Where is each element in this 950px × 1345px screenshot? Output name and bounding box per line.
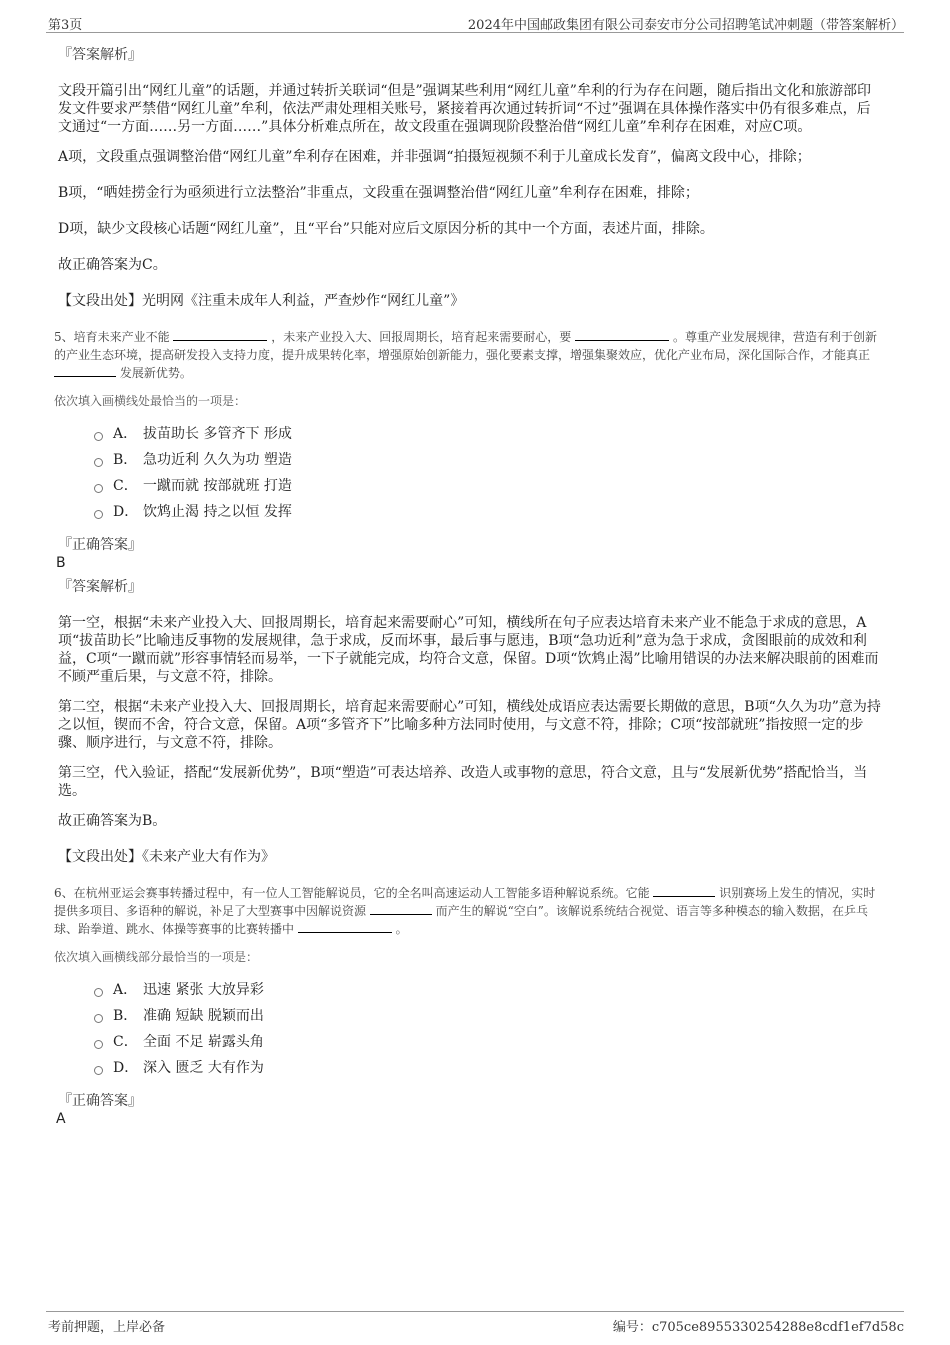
q5-analysis-paragraph: 第三空，代入验证，搭配“发展新优势”，B项“塑造”可表达培养、改造人或事物的意思，符合文意，且与“发展新优势”搭配恰当，当选。 bbox=[58, 765, 868, 799]
q4-conclusion: 故正确答案为C。 bbox=[58, 257, 167, 273]
q6-option-c[interactable]: C． 全面 不足 崭露头角 bbox=[94, 1032, 884, 1058]
q6-blank-3 bbox=[298, 920, 392, 933]
q5-prompt: 依次填入画横线处最恰当的一项是： bbox=[54, 394, 247, 408]
q5-option-d[interactable]: D． 饮鸩止渴 持之以恒 发挥 bbox=[94, 502, 884, 528]
page-content bbox=[54, 46, 884, 1134]
q5-analysis-paragraph: 第二空，根据“未来产业投入大、回报周期长，培育起来需要耐心”可知，横线处成语应表达需要长期做的意思，B项“久久为功”意为持之以恒，锲而不舍，符合文意，保留。A项“多管齐下”比喻多种方法同时使用，与文意不符，排除；C项“按部就班”指按照一定的步骤、顺序进行，与文意不符，排除。 bbox=[58, 699, 881, 751]
q4-source: 【文段出处】光明网《注重未成年人利益，严查炒作“网红儿童”》 bbox=[58, 293, 465, 309]
correct-answer-label: 『正确答案』 bbox=[58, 537, 142, 553]
radio-icon[interactable] bbox=[94, 1040, 103, 1049]
q6-prompt: 依次填入画横线部分最恰当的一项是： bbox=[54, 950, 259, 964]
page-number: 第3页 bbox=[48, 18, 83, 33]
q6-option-a[interactable]: A． 迅速 紧张 大放异彩 bbox=[94, 980, 884, 1006]
radio-icon[interactable] bbox=[94, 458, 103, 467]
q4-analysis-paragraph: A项，文段重点强调整治借“网红儿童”牟利存在困难，并非强调“拍摄短视频不利于儿童成长发育”，偏离文段中心，排除； bbox=[58, 149, 811, 165]
q5-option-b[interactable]: B． 急功近利 久久为功 塑造 bbox=[94, 450, 884, 476]
q5-source: 【文段出处】《未来产业大有作为》 bbox=[58, 849, 275, 865]
radio-icon[interactable] bbox=[94, 1066, 103, 1075]
page-footer bbox=[46, 1311, 904, 1336]
q6-blank-2 bbox=[370, 902, 432, 915]
q5-conclusion: 故正确答案为B。 bbox=[58, 813, 167, 829]
q6-blank-1 bbox=[653, 884, 715, 897]
correct-answer-label: 『正确答案』 bbox=[58, 1093, 142, 1109]
radio-icon[interactable] bbox=[94, 1014, 103, 1023]
analysis-label: 『答案解析』 bbox=[58, 579, 142, 595]
page-header bbox=[46, 12, 904, 33]
q4-analysis-paragraph: 文段开篇引出“网红儿童”的话题，并通过转折关联词“但是”强调某些利用“网红儿童”牟利的行为存在问题，随后指出文化和旅游部印发文件要求严禁借“网红儿童”牟利，依法严肃处理相关账号，紧接着再次通过转折词“不过”强调在具体操作落实中仍有很多难点，后文通过“一方面……另一方面……”具体分析难点所在，故文段重在强调现阶段整治借“网红儿童”牟利存在困难，对应C项。 bbox=[58, 83, 871, 135]
document-title: 2024年中国邮政集团有限公司泰安市分公司招聘笔试冲刺题（带答案解析） bbox=[467, 18, 904, 33]
q4-analysis-paragraph: B项，“晒娃捞金行为亟须进行立法整治”非重点，文段重在强调整治借“网红儿童”牟利存在困难，排除； bbox=[58, 185, 699, 201]
q6-option-d[interactable]: D． 深入 匮乏 大有作为 bbox=[94, 1058, 884, 1084]
analysis-label: 『答案解析』 bbox=[58, 47, 142, 63]
q6-option-b[interactable]: B． 准确 短缺 脱颖而出 bbox=[94, 1006, 884, 1032]
q5-answer: B bbox=[56, 555, 66, 571]
q6-options bbox=[94, 980, 884, 1084]
document-id: 编号：c705ce8955330254288e8cdf1ef7d58c bbox=[612, 1320, 904, 1335]
radio-icon[interactable] bbox=[94, 432, 103, 441]
radio-icon[interactable] bbox=[94, 988, 103, 997]
footer-slogan: 考前押题，上岸必备 bbox=[48, 1320, 166, 1335]
q5-option-a[interactable]: A． 拔苗助长 多管齐下 形成 bbox=[94, 424, 884, 450]
q6-question: 6、在杭州亚运会赛事转播过程中，有一位人工智能解说员，它的全名叫高速运动人工智能多语种解说系统。它能 识别赛场上发生的情况，实时提供多项目、多语种的解说，补足了大型赛事中因解说资源 而产生的解说“空白”。该解说系统结合视觉、语言等多种模态的输入数据，在乒乓球、跆拳道、跳水、体操等赛事的比赛转播中 。 bbox=[54, 886, 876, 936]
q6-answer: A bbox=[56, 1111, 66, 1127]
q5-options bbox=[94, 424, 884, 528]
q5-blank-1 bbox=[173, 328, 267, 341]
q5-analysis-paragraph: 第一空，根据“未来产业投入大、回报周期长，培育起来需要耐心”可知，横线所在句子应表达培育未来产业不能急于求成的意思，A项“拔苗助长”比喻违反事物的发展规律，急于求成，反而坏事，最后事与愿违，B项“急功近利”意为急于求成，贪图眼前的成效和利益，C项“一蹴而就”形容事情轻而易举，一下子就能完成，均符合文意，保留。D项“饮鸩止渴”比喻用错误的办法来解决眼前的困难而不顾严重后果，与文意不符，排除。 bbox=[58, 615, 879, 685]
q4-analysis-paragraph: D项，缺少文段核心话题“网红儿童”，且“平台”只能对应后文原因分析的其中一个方面，表述片面，排除。 bbox=[58, 221, 714, 237]
radio-icon[interactable] bbox=[94, 510, 103, 519]
q5-blank-3 bbox=[54, 364, 116, 377]
q5-blank-2 bbox=[575, 328, 669, 341]
radio-icon[interactable] bbox=[94, 484, 103, 493]
q5-option-c[interactable]: C． 一蹴而就 按部就班 打造 bbox=[94, 476, 884, 502]
q5-question: 5、培育未来产业不能 ，未来产业投入大、回报周期长，培育起来需要耐心，要 。尊重产业发展规律，营造有利于创新的产业生态环境，提高研发投入支持力度，提升成果转化率，增强原始创新能力，强化要素支撑，增强集聚效应，优化产业布局，深化国际合作，才能真正 发展新优势。 bbox=[54, 330, 877, 380]
